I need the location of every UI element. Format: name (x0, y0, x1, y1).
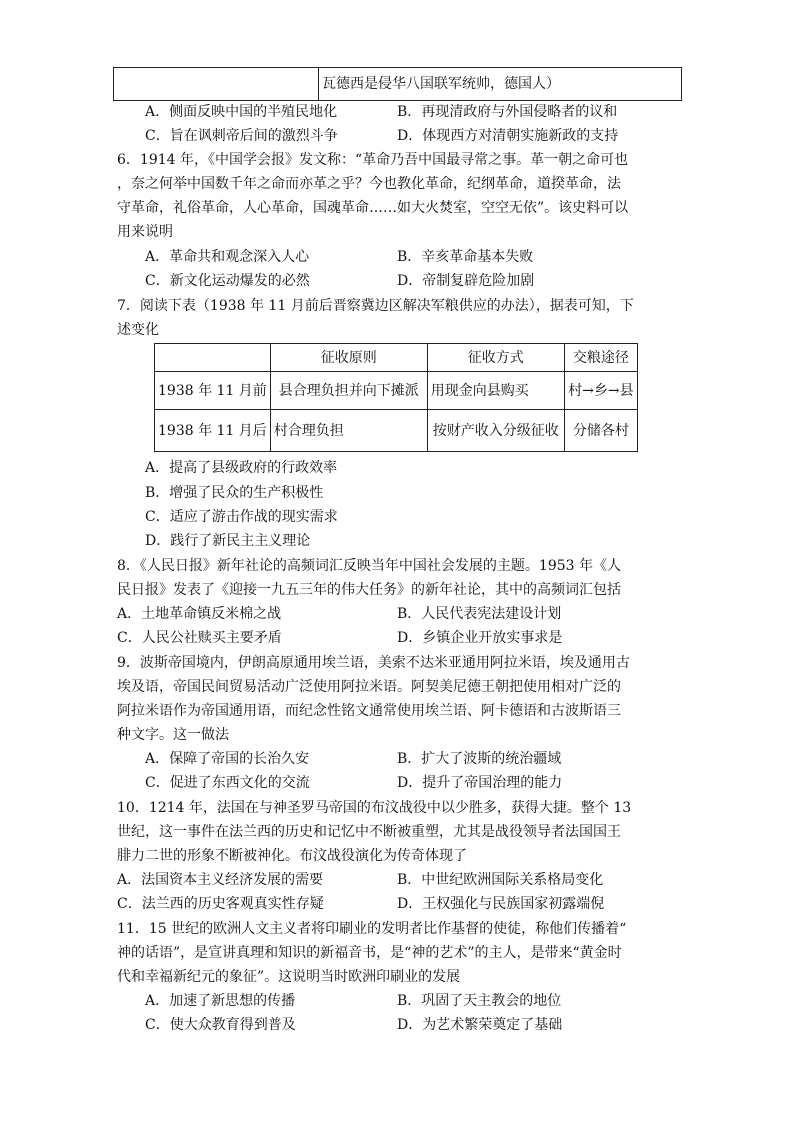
q5-option-a: A．侧面反映中国的半殖民地化 (145, 104, 338, 120)
table-cell (114, 68, 319, 101)
table-header-cell (155, 344, 271, 372)
q5-option-d: D．体现西方对清朝实施新政的支持 (397, 128, 619, 144)
q9-stem-line: 阿拉米语作为帝国通用语，而纪念性铭文通常使用埃兰语、阿卡德语和古波斯语三 (117, 703, 621, 719)
q10-stem-line: 腓力二世的形象不断被神化。布汶战役演化为传奇体现了 (117, 848, 467, 864)
q8-option-d: D．乡镇企业开放实事求是 (397, 630, 563, 646)
q11-stem-line: 代和幸福新纪元的象征”。这说明当时欧洲印刷业的发展 (117, 969, 461, 985)
q8-stem-line: 8．《人民日报》新年社论的高频词汇反映当年中国社会发展的主题。1953 年《人 (117, 558, 621, 574)
q11-option-c: C．使大众教育得到普及 (145, 1017, 296, 1033)
q10-stem-line: 世纪，这一事件在法兰西的历史和记忆中不断被重塑，尤其是战役领导者法国国王 (117, 824, 621, 840)
q6-option-a: A．革命共和观念深入人心 (145, 249, 310, 265)
table-cell: 1938 年 11 月前 (155, 372, 271, 410)
q10-option-c: C．法兰西的历史客观真实性存疑 (117, 896, 324, 912)
q10-option-a: A．法国资本主义经济发展的需要 (117, 872, 324, 888)
q10-stem-line: 10．1214 年，法国在与神圣罗马帝国的布汶战役中以少胜多，获得大捷。整个 13 (117, 800, 632, 816)
q6-stem-line: 守革命，礼俗革命，人心革命，国魂革命……如大火焚室，空空无依”。该史料可以 (117, 200, 629, 216)
q8-option-a: A．土地革命镇反米棉之战 (117, 606, 282, 622)
q11-stem-line: 11．15 世纪的欧洲人文主义者将印刷业的发明者比作基督的使徒，称他们传播着“ (117, 921, 627, 937)
grain-collection-table (154, 343, 638, 452)
q11-option-a: A．加速了新思想的传播 (145, 993, 296, 1009)
q9-stem-line: 9．波斯帝国境内，伊朗高原通用埃兰语，美索不达米亚通用阿拉米语，埃及通用古 (117, 655, 630, 671)
q9-option-d: D．提升了帝国治理的能力 (397, 775, 563, 791)
q6-stem-line: 6．1914 年，《中国学会报》发文称：“革命乃吾中国最寻常之事。革一朝之命可也 (117, 152, 629, 168)
q10-option-d: D．王权强化与民族国家初露端倪 (397, 896, 605, 912)
q7-stem-line: 7．阅读下表（1938 年 11 月前后晋察冀边区解决军粮供应的办法），据表可知，下 (117, 298, 634, 314)
table-cell: 县合理负担并向下摊派 (270, 372, 427, 410)
q7-stem-line: 述变化 (117, 322, 159, 338)
table-row (155, 372, 638, 410)
q9-option-a: A．保障了帝国的长治久安 (145, 751, 310, 767)
table-row (114, 68, 682, 101)
q8-option-c: C．人民公社赎买主要矛盾 (117, 630, 282, 646)
q8-option-b: B．人民代表宪法建设计划 (397, 606, 562, 622)
q5-option-c: C．旨在讽刺帝后间的激烈斗争 (145, 128, 338, 144)
table-header-cell: 征收原则 (270, 344, 427, 372)
q7-option-d: D．践行了新民主主义理论 (145, 533, 311, 549)
q7-option-c: C．适应了游击作战的现实需求 (145, 509, 338, 525)
q9-stem-line: 埃及语，帝国民间贸易活动广泛使用阿拉米语。阿契美尼德王朝把使用相对广泛的 (117, 679, 621, 695)
table-cell: 分储各村 (564, 410, 637, 452)
q6-stem-line: 用来说明 (117, 224, 173, 240)
q7-option-b: B．增强了民众的生产积极性 (145, 485, 324, 501)
q6-stem-line: ，奈之何举中国数千年之命而亦革之乎？今也教化革命，纪纲革命，道揆革命，法 (117, 176, 621, 192)
q8-stem-line: 民日报》发表了《迎接一九五三年的伟大任务》的新年社论，其中的高频词汇包括 (117, 582, 621, 598)
q11-option-d: D．为艺术繁荣奠定了基础 (397, 1017, 563, 1033)
continued-table (113, 67, 682, 101)
q7-option-a: A．提高了县级政府的行政效率 (145, 460, 338, 476)
q10-option-b: B．中世纪欧洲国际关系格局变化 (397, 872, 604, 888)
table-cell: 村合理负担 (270, 410, 427, 452)
table-row (155, 410, 638, 452)
q9-option-c: C．促进了东西文化的交流 (145, 775, 310, 791)
q11-stem-line: 神的话语”，是宣讲真理和知识的新福音书，是“神的艺术”的主人，是带来“黄金时 (117, 945, 622, 961)
q9-option-b: B．扩大了波斯的统治疆域 (397, 751, 562, 767)
table-cell: 村→乡→县 (564, 372, 637, 410)
q6-option-d: D．帝制复辟危险加剧 (397, 273, 535, 289)
table-cell: 瓦德西是侵华八国联军统帅，德国人） (319, 68, 682, 101)
q9-stem-line: 种文字。这一做法 (117, 727, 229, 743)
q5-option-b: B．再现清政府与外国侵略者的议和 (397, 104, 618, 120)
q6-option-c: C．新文化运动爆发的必然 (145, 273, 310, 289)
table-cell: 1938 年 11 月后 (155, 410, 271, 452)
table-header-cell: 征收方式 (427, 344, 564, 372)
q11-option-b: B．巩固了天主教会的地位 (397, 993, 562, 1009)
table-cell: 按财产收入分级征收 (427, 410, 564, 452)
table-header-row (155, 344, 638, 372)
table-header-cell: 交粮途径 (564, 344, 637, 372)
q6-option-b: B．辛亥革命基本失败 (397, 249, 534, 265)
table-cell: 用现金向县购买 (427, 372, 564, 410)
